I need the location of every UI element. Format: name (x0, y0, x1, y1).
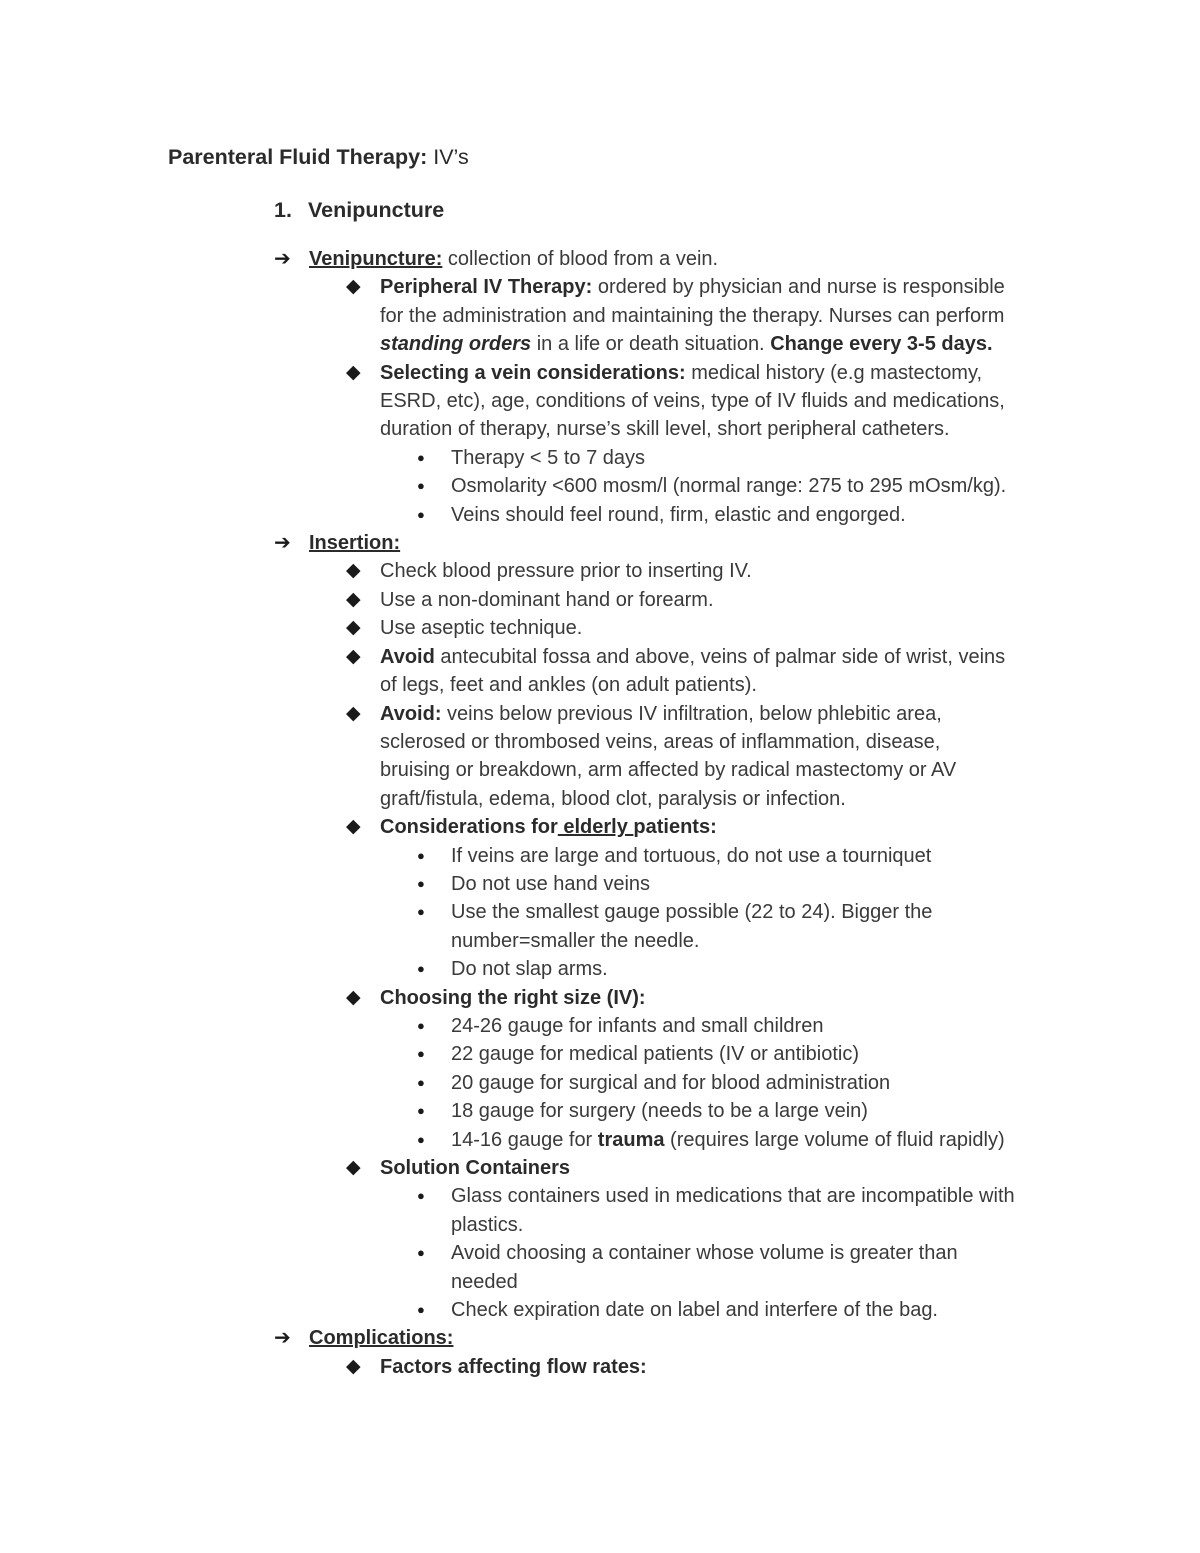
list-item (0, 1012, 1200, 1040)
bullet-text: Osmolarity <600 mosm/l (normal range: 275 to 295 mOsm/kg). (451, 475, 1007, 498)
list-item (0, 245, 1200, 273)
diamond-bullet-icon: ◆ (346, 1355, 361, 1377)
list-item (0, 359, 1200, 387)
elderly-underlined: elderly (557, 816, 634, 839)
bullet-text: Check expiration date on label and interfere of the bag. (451, 1299, 938, 1322)
list-item-continuation (0, 671, 1200, 699)
list-item (0, 1296, 1200, 1324)
selecting-text: medical history (e.g mastectomy, (685, 361, 983, 384)
bullet-text: needed (451, 1270, 518, 1293)
bullet-text: 14-16 gauge for (451, 1128, 598, 1151)
diamond-bullet-icon: ◆ (346, 560, 361, 582)
dot-bullet-icon: ● (417, 1188, 425, 1204)
bullet-text: 24-26 gauge for infants and small children (451, 1014, 824, 1037)
list-item (0, 614, 1200, 642)
title-bold: Parenteral Fluid Therapy: (168, 145, 428, 169)
list-item (0, 643, 1200, 671)
list-item (0, 870, 1200, 898)
list-item-continuation (0, 1268, 1200, 1296)
diamond-bullet-icon: ◆ (346, 1157, 361, 1178)
dot-bullet-icon: ● (417, 904, 425, 920)
list-item (0, 1239, 1200, 1267)
dot-bullet-icon: ● (417, 847, 425, 863)
list-item-continuation (0, 330, 1200, 358)
trauma-text: trauma (597, 1128, 665, 1151)
bullet-text: Glass containers used in medications that are incompatible with (451, 1185, 1015, 1208)
venipuncture-heading: Venipuncture: (309, 248, 443, 270)
size-label: Choosing the right size (IV): (380, 986, 646, 1009)
dot-bullet-icon: ● (417, 478, 425, 494)
dot-bullet-icon: ● (417, 1103, 425, 1119)
list-item (0, 1182, 1200, 1210)
diamond-bullet-icon: ◆ (346, 361, 361, 383)
peripheral-label: Peripheral IV Therapy: (380, 276, 593, 299)
dot-bullet-icon: ● (417, 449, 425, 465)
list-item (0, 955, 1200, 983)
standing-orders-text: standing orders (380, 333, 532, 356)
bullet-text: number=smaller the needle. (451, 929, 700, 952)
list-item (0, 700, 1200, 728)
list-item (0, 1040, 1200, 1068)
list-item (0, 586, 1200, 614)
list-item (0, 842, 1200, 870)
list-item (0, 813, 1200, 841)
bullet-text: 20 gauge for surgical and for blood administration (451, 1071, 891, 1094)
selecting-text: duration of therapy, nurse’s skill level, short peripheral catheters. (380, 418, 950, 441)
list-item (0, 529, 1200, 557)
bullet-text: 18 gauge for surgery (needs to be a large vein) (451, 1100, 868, 1123)
insertion-item: Check blood pressure prior to inserting IV. (380, 560, 752, 583)
section-number: 1. (274, 198, 292, 222)
containers-label: Solution Containers (380, 1157, 570, 1179)
elderly-label-end: patients: (633, 816, 717, 839)
list-item-continuation (0, 302, 1200, 330)
bullet-text: If veins are large and tortuous, do not use a tourniquet (451, 844, 932, 867)
diamond-bullet-icon: ◆ (346, 617, 361, 639)
avoid-label: Avoid (380, 645, 435, 668)
dot-bullet-icon: ● (417, 1074, 425, 1090)
diamond-bullet-icon: ◆ (346, 588, 361, 610)
dot-bullet-icon: ● (417, 1131, 425, 1147)
complications-heading: Complications: (309, 1327, 454, 1350)
dot-bullet-icon: ● (417, 1046, 425, 1062)
list-item (0, 984, 1200, 1012)
avoid-text: antecubital fossa and above, veins of palmar side of wrist, veins (434, 645, 1006, 668)
arrow-bullet-icon: ➔ (274, 1327, 291, 1350)
avoid-text: of legs, feet and ankles (on adult patients). (380, 674, 757, 697)
list-item (0, 444, 1200, 472)
list-item (0, 1353, 1200, 1381)
document-title (168, 143, 469, 171)
bullet-text: Do not use hand veins (451, 872, 651, 895)
avoid-text: veins below previous IV infiltration, below phlebitic area, (441, 702, 942, 725)
peripheral-text: for the administration and maintaining the therapy. Nurses can perform (380, 304, 1005, 327)
diamond-bullet-icon: ◆ (346, 702, 361, 724)
diamond-bullet-icon: ◆ (346, 276, 361, 298)
outline-list (0, 245, 1200, 1381)
diamond-bullet-icon: ◆ (346, 986, 361, 1008)
list-item-continuation (0, 728, 1200, 756)
bullet-text: Avoid choosing a container whose volume is greater than (451, 1242, 958, 1265)
list-item (0, 501, 1200, 529)
section-label: Venipuncture (308, 198, 445, 222)
avoid-text: graft/fistula, edema, blood clot, paralysis or infection. (380, 787, 846, 810)
list-item-continuation (0, 785, 1200, 813)
list-item (0, 1126, 1200, 1154)
list-item (0, 273, 1200, 301)
avoid-text: sclerosed or thrombosed veins, areas of inflammation, disease, (380, 730, 941, 753)
bullet-text: Veins should feel round, firm, elastic and engorged. (451, 503, 906, 526)
dot-bullet-icon: ● (417, 961, 425, 977)
dot-bullet-icon: ● (417, 1245, 425, 1261)
list-item (0, 1154, 1200, 1182)
bullet-text: Do not slap arms. (451, 958, 608, 981)
list-item (0, 898, 1200, 926)
dot-bullet-icon: ● (417, 875, 425, 891)
list-item-continuation (0, 1211, 1200, 1239)
insertion-item: Use aseptic technique. (380, 617, 583, 640)
bullet-text: Therapy < 5 to 7 days (451, 446, 646, 469)
section-heading (274, 196, 444, 224)
peripheral-text: in a life or death situation. (531, 333, 771, 356)
peripheral-text: ordered by physician and nurse is responsible (592, 276, 1005, 299)
title-rest: IV’s (427, 145, 469, 169)
list-item-continuation (0, 387, 1200, 415)
dot-bullet-icon: ● (417, 506, 425, 522)
list-item (0, 1069, 1200, 1097)
list-item-continuation (0, 927, 1200, 955)
bullet-text: Use the smallest gauge possible (22 to 24). Bigger the (451, 901, 933, 924)
arrow-bullet-icon: ➔ (274, 532, 291, 555)
list-item (0, 557, 1200, 585)
list-item (0, 472, 1200, 500)
insertion-heading: Insertion: (309, 532, 401, 555)
diamond-bullet-icon: ◆ (346, 816, 361, 838)
list-item (0, 1097, 1200, 1125)
selecting-text: ESRD, etc), age, conditions of veins, type of IV fluids and medications, (380, 390, 1005, 413)
list-item (0, 1324, 1200, 1352)
flow-rates-label: Factors affecting flow rates: (380, 1355, 647, 1378)
dot-bullet-icon: ● (417, 1017, 425, 1033)
avoid-text: bruising or breakdown, arm affected by radical mastectomy or AV (380, 759, 957, 782)
bullet-text: plastics. (451, 1213, 524, 1236)
list-item-continuation (0, 415, 1200, 443)
bullet-text: 22 gauge for medical patients (IV or antibiotic) (451, 1043, 859, 1066)
selecting-label: Selecting a vein considerations: (380, 361, 686, 384)
elderly-label: Considerations for (380, 816, 558, 839)
list-item-continuation (0, 756, 1200, 784)
bullet-text: (requires large volume of fluid rapidly) (664, 1128, 1005, 1151)
venipuncture-definition: collection of blood from a vein. (442, 248, 719, 270)
avoid-label: Avoid: (380, 702, 442, 725)
dot-bullet-icon: ● (417, 1302, 425, 1318)
change-days-text: Change every 3-5 days. (770, 333, 993, 356)
insertion-item: Use a non-dominant hand or forearm. (380, 588, 714, 611)
diamond-bullet-icon: ◆ (346, 645, 361, 667)
arrow-bullet-icon: ➔ (274, 248, 291, 270)
